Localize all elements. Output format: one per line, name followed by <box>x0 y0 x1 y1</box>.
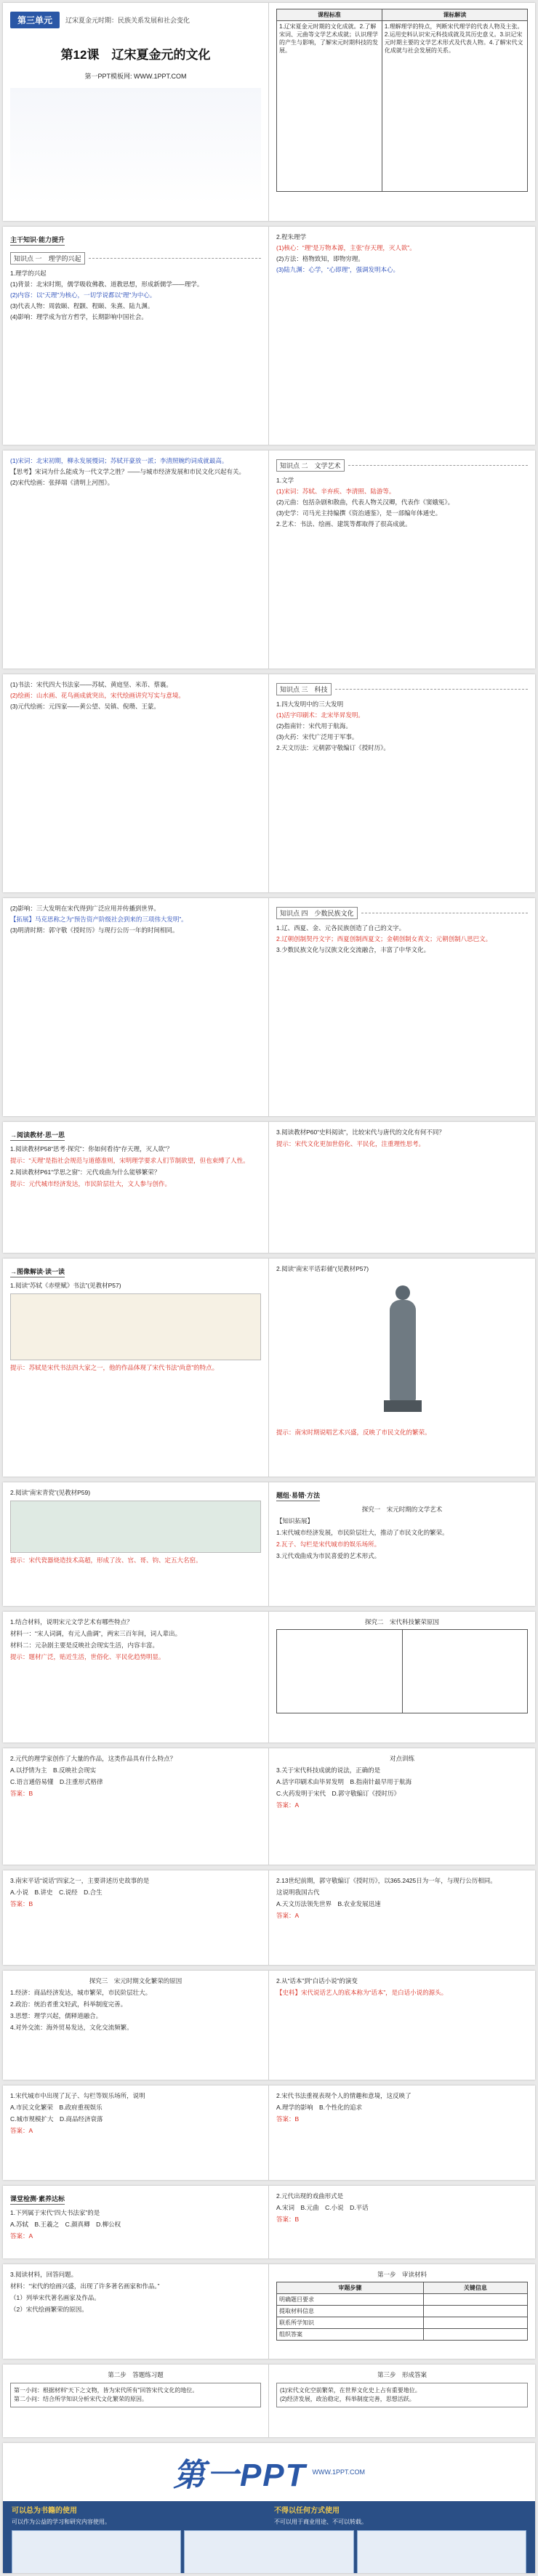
answer: 答案：A <box>10 2232 33 2240</box>
knowledge-point-bar <box>276 683 528 695</box>
text-line: (2)元曲：包括杂剧和散曲，代表人物关汉卿，代表作《窦娥冤》。 <box>276 498 454 506</box>
option: A.活字印刷术由毕昇发明 B.指南针最早用于航海 <box>276 1778 412 1785</box>
section-label: 课堂检测·素养达标 <box>10 2194 65 2205</box>
text-line: (4)影响：理学成为官方哲学，长期影响中国社会。 <box>10 313 148 320</box>
page-14-left <box>3 2186 269 2258</box>
page-4 <box>3 674 535 892</box>
page-11-right <box>269 1870 535 1965</box>
knowledge-point-bar <box>276 459 528 472</box>
page-8-left <box>3 1482 269 1606</box>
text-line: 2.艺术：书法、绘画、建筑等都取得了很高成就。 <box>276 520 411 528</box>
knowledge-point-bar <box>276 907 528 919</box>
text-line: (3)陆九渊：心学，“心即理”，强调发明本心。 <box>276 266 400 273</box>
page-6 <box>3 1122 535 1253</box>
page-1-left <box>3 3 269 221</box>
question: 3.阅读教材P60“史料阅读”，比较宋代与唐代的文化有何不同？ <box>276 1128 445 1136</box>
text-line: 2.瓦子、勾栏是宋代城市的娱乐场所。 <box>276 1541 381 1548</box>
text-line: 1.经济：商品经济发达，城市繁荣，市民阶层壮大。 <box>10 1989 152 1996</box>
question: 2.阅读“南宋青瓷”(见教材P59) <box>10 1489 91 1496</box>
text-line: (2)方法：格物致知，即物穷理。 <box>276 255 364 262</box>
page-8 <box>3 1482 535 1606</box>
figurine-head <box>396 1285 410 1300</box>
text-line: 1.文学 <box>276 477 294 484</box>
text-line: 材料：“宋代的绘画兴盛，出现了许多著名画家和作品。” <box>10 2282 160 2290</box>
page-5-right <box>269 898 535 1116</box>
page-1 <box>3 3 535 221</box>
page-15-left <box>3 2264 269 2359</box>
answer: 答案：B <box>276 2115 300 2123</box>
text-line: 材料二：元杂剧主要是反映社会现实生活，内容丰富。 <box>10 1642 159 1649</box>
page-5 <box>3 898 535 1116</box>
calligraphy-image <box>10 1293 261 1360</box>
text-line: （2）宋代绘画繁荣的原因。 <box>10 2306 88 2313</box>
text-line: 2.从“话本”到“白话小说”的演变 <box>276 1977 358 1985</box>
text-line: (2)宋代绘画：张择端《清明上河图》。 <box>10 479 114 486</box>
thumbnail-strip <box>12 2530 526 2573</box>
brand-logo[interactable]: 第一PPT <box>172 2458 307 2493</box>
section-label: 主干知识·能力提升 <box>10 235 65 246</box>
text-line: 3.元代戏曲成为市民喜爱的艺术形式。 <box>276 1552 381 1559</box>
table-header-standard: 课程标准 <box>277 9 382 21</box>
table-cell: 提取材料信息 <box>277 2306 424 2317</box>
page-13 <box>3 2086 535 2180</box>
page-7 <box>3 1259 535 1477</box>
option: A.小说 B.讲史 C.说经 D.合生 <box>10 1889 103 1896</box>
table-cell <box>402 1630 528 1713</box>
text-line: (2)绘画：山水画、花鸟画成就突出，宋代绘画讲究写实与意境。 <box>10 692 185 699</box>
table-header-interpret: 课标解读 <box>382 9 527 21</box>
option: A.宋词 B.元曲 C.小说 D.平话 <box>276 2204 369 2211</box>
question: 1.阅读“苏轼《赤壁赋》书法”(见教材P57) <box>10 1282 121 1289</box>
lesson-title: 第12课 辽宋夏金元的文化 <box>60 48 211 62</box>
text-line: 1.四大发明中的三大发明 <box>276 700 344 708</box>
usage-col-allowed <box>12 2507 264 2526</box>
text-line: 材料一：“宋人词调，有元人曲调”，两宋三百年间，词人辈出。 <box>10 1630 182 1637</box>
text-line: (1)宋代文化空前繁荣，在世界文化史上占有重要地位。 <box>280 2387 421 2394</box>
page-17-back-cover <box>3 2443 535 2573</box>
text-line: 【史料】宋代说话艺人的底本称为“话本”，是白话小说的源头。 <box>276 1989 448 1996</box>
page-12 <box>3 1971 535 2080</box>
option: A.理学的影响 B.个性化的追求 <box>276 2104 363 2111</box>
text-line: 1.辽、西夏、金、元各民族创造了自己的文字。 <box>276 924 406 932</box>
answer: 答案：B <box>10 1790 33 1797</box>
question: 2.元代出现的戏曲形式是 <box>276 2192 344 2200</box>
text-line: 探究二 宋代科技繁荣原因 <box>364 1618 439 1626</box>
page-2-left <box>3 227 269 445</box>
page-6-right <box>269 1122 535 1253</box>
table-cell <box>423 2317 527 2329</box>
page-6-left <box>3 1122 269 1253</box>
answer: 提示：宋代瓷器烧造技术高超，形成了汝、官、哥、钧、定五大名窑。 <box>10 1556 202 1564</box>
answer: 提示：元代城市经济发达，市民阶层壮大，文人参与创作。 <box>10 1180 172 1187</box>
text-line: 2.辽朝创制契丹文字；西夏创制西夏文；金朝创制女真文；元朝创制八思巴文。 <box>276 935 492 942</box>
text-line: (1)活字印刷术：北宋毕昇发明。 <box>276 711 364 719</box>
standard-cell: 1.辽宋夏金元时期的文化成就。2.了解宋词、元曲等文学艺术成就；认识理学的产生与影响，了解宋元时期科技的发展。 <box>277 21 382 192</box>
unit-badge: 第三单元 <box>10 12 60 28</box>
page-12-right <box>269 1971 535 2080</box>
knowledge-point-tag: 知识点 一 理学的兴起 <box>10 252 85 265</box>
thumbnail[interactable] <box>184 2530 353 2573</box>
question: 这说明我国古代 <box>276 1889 320 1896</box>
question: 3.南宋平话“说话”四家之一，主要讲述历史故事的是 <box>10 1877 150 1884</box>
page-10 <box>3 1748 535 1865</box>
thumbnail[interactable] <box>357 2530 526 2573</box>
text-line: (1)宋词：北宋初期，柳永发展慢词；苏轼开豪放一派；李清照婉约词成就最高。 <box>10 457 228 464</box>
text-line: 提示：题材广泛，贴近生活，世俗化、平民化趋势明显。 <box>10 1653 165 1660</box>
table-cell: 联系所学知识 <box>277 2317 424 2329</box>
table-cell <box>423 2294 527 2306</box>
cover-decoration <box>10 88 261 204</box>
figurine-image <box>369 1278 435 1424</box>
page-7-right <box>269 1259 535 1477</box>
text-line: 1.结合材料，说明宋元文学艺术有哪些特点？ <box>10 1618 133 1626</box>
usage-text: 可以作为公益的学习和研究内容使用。 <box>12 2519 111 2525</box>
page-13-right <box>269 2086 535 2180</box>
page-12-left <box>3 1971 269 2080</box>
answer: 答案：B <box>10 1900 33 1907</box>
page-14 <box>3 2186 535 2258</box>
page-16-right <box>269 2365 535 2437</box>
page-7-left <box>3 1259 269 1477</box>
table-header: 审题步骤 <box>277 2282 424 2294</box>
page-9 <box>3 1612 535 1743</box>
answer: 答案：B <box>276 2216 300 2223</box>
text-line: (3)史学：司马光主持编撰《资治通鉴》，是一部编年体通史。 <box>276 509 442 517</box>
answer: 答案：A <box>276 1912 300 1919</box>
question: 1.下列属于宋代“四大书法家”的是 <box>10 2209 100 2216</box>
text-line: (2)影响：三大发明在宋代得到广泛应用并传播到世界。 <box>10 905 160 912</box>
text-line: 探究三 宋元时期文化繁荣的原因 <box>89 1977 182 1985</box>
option: C.城市规模扩大 D.商品经济衰落 <box>10 2115 103 2123</box>
text-line: 2.程朱理学 <box>276 233 307 241</box>
back-cover-header <box>3 2443 535 2501</box>
text-line: （1）列举宋代著名画家及作品。 <box>10 2294 100 2301</box>
answer-box <box>276 2383 528 2407</box>
table-cell <box>423 2329 527 2341</box>
page-16 <box>3 2365 535 2437</box>
text-line: 第一步 审读材料 <box>377 2271 427 2278</box>
text-line: 对点训练 <box>389 1755 414 1762</box>
kp-rule <box>89 258 261 259</box>
page-9-left <box>3 1612 269 1743</box>
table-header: 关键信息 <box>423 2282 527 2294</box>
knowledge-point-tag: 知识点 三 科技 <box>276 683 332 695</box>
figurine-body <box>390 1300 416 1402</box>
site-url[interactable]: 第一PPT模板网: WWW.1PPT.COM <box>84 73 187 80</box>
text-line: 第二步 答题练习题 <box>108 2371 164 2378</box>
back-cover-footer <box>3 2501 535 2573</box>
knowledge-point-tag: 知识点 二 文学艺术 <box>276 459 345 472</box>
page-1-right <box>269 3 535 221</box>
option: C.火药发明于宋代 D.郭守敬编订《授时历》 <box>276 1790 401 1797</box>
text-line: 【思考】宋词为什么能成为一代文学之胜？——与城市经济发展和市民文化兴起有关。 <box>10 468 246 475</box>
question: 2.13世纪前期，郭守敬编订《授时历》，以365.2425日为一年，与现行公历相同。 <box>276 1877 497 1884</box>
text-line: 4.对外交流：海外贸易发达，文化交流频繁。 <box>10 2024 133 2031</box>
page-2-right <box>269 227 535 445</box>
kp-rule <box>348 465 528 466</box>
text-line: (2)指南针：宋代用于航海。 <box>276 722 352 730</box>
page-13-left <box>3 2086 269 2180</box>
question: 2.阅读“南宋平话彩俑”(见教材P57) <box>276 1265 369 1272</box>
option: A.苏轼 B.王羲之 C.颜真卿 D.柳公权 <box>10 2221 121 2228</box>
option: A.以抒情为主 B.反映社会现实 <box>10 1767 97 1774</box>
page-3-left <box>3 451 269 669</box>
page-8-right <box>269 1482 535 1606</box>
usage-col-forbidden <box>274 2507 526 2526</box>
text-line: (3)代表人物：周敦颐、程颢、程颐、朱熹、陆九渊。 <box>10 302 154 310</box>
answer: 提示：苏轼是宋代书法四大家之一，他的作品体现了宋代书法“尚意”的特点。 <box>10 1364 219 1371</box>
answer: 答案：A <box>10 2127 33 2134</box>
knowledge-point-bar <box>10 252 261 265</box>
text-line: 2.政治：统治者重文轻武，科举制度完善。 <box>10 2000 127 2008</box>
question: 3.关于宋代科技成就的说法，正确的是 <box>276 1767 381 1774</box>
knowledge-point-tag: 知识点 四 少数民族文化 <box>276 907 358 919</box>
question: 2.元代的理学家创作了大量的作品，这类作品具有什么特点？ <box>10 1755 177 1762</box>
option: A.市民文化繁荣 B.政府重视娱乐 <box>10 2104 103 2111</box>
text-line: (1)核心：“理”是万物本源，主张“存天理，灭人欲”。 <box>276 244 416 251</box>
page-4-left <box>3 674 269 892</box>
question: 2.阅读教材P61“学思之窗”：元代戏曲为什么能够繁荣？ <box>10 1168 161 1176</box>
kp-rule <box>335 689 528 690</box>
text-line: 【知识拓展】 <box>276 1517 314 1525</box>
comparison-table <box>276 1629 528 1713</box>
table-cell: 明确题目要求 <box>277 2294 424 2306</box>
text-line: (2)经济发展，政治稳定，科举制度完善，思想活跃。 <box>280 2396 415 2402</box>
text-line: 【拓展】马克思称之为“预告资产阶级社会到来的三项伟大发明”。 <box>10 916 188 923</box>
text-line: (1)宋词：苏轼、辛弃疾、李清照、陆游等。 <box>276 488 396 495</box>
question: 2.宋代书法重视表现个人的情趣和意境，这反映了 <box>276 2092 411 2099</box>
porcelain-image <box>10 1501 261 1553</box>
text-line: (3)明清时期：郭守敬《授时历》与现行公历一年的时间相同。 <box>10 926 179 934</box>
answer: 提示：宋代文化更加世俗化、平民化，注重理性思考。 <box>276 1140 425 1147</box>
option: C.语言通俗易懂 D.注重形式格律 <box>10 1778 103 1785</box>
text-line: 1.宋代城市经济发展，市民阶层壮大，推动了市民文化的繁荣。 <box>276 1529 449 1536</box>
question: 1.阅读教材P58“思考·探究”：你如何看待“存天理，灭人欲”？ <box>10 1145 173 1152</box>
section-label: →图像解读·读一读 <box>10 1267 65 1277</box>
usage-heading: 不得以任何方式使用 <box>274 2507 340 2515</box>
page-3 <box>3 451 535 669</box>
page-14-right <box>269 2186 535 2258</box>
page-5-left <box>3 898 269 1116</box>
text-line: (2)内容：以“天理”为核心，一切学说都以“理”为中心。 <box>10 291 156 299</box>
page-15-right <box>269 2264 535 2359</box>
answer: 提示：“天理”是指社会规范与道德准则，宋明理学要求人们节制欲望，但也束缚了人性。 <box>10 1157 249 1164</box>
page-11-left <box>3 1870 269 1965</box>
text-line: 第二小问：结合所学知识分析宋代文化繁荣的原因。 <box>14 2396 148 2402</box>
page-3-right <box>269 451 535 669</box>
text-line: 2.天文历法：元朝郭守敬编订《授时历》。 <box>276 744 390 751</box>
interpret-cell: 1.理解理学的特点，判断宋代理学的代表人物及主张。2.运用史料认识宋元科技成就及其历史意义。3.识记宋元时期主要的文学艺术形式及代表人物。4.了解宋代文化成就与社会发展的关系。 <box>382 21 527 192</box>
text-line: 3.少数民族文化与汉族文化交流融合，丰富了中华文化。 <box>276 946 430 953</box>
question: 1.宋代城市中出现了瓦子、勾栏等娱乐场所，说明 <box>10 2092 145 2099</box>
section-label: →阅读教材·思一思 <box>10 1130 65 1141</box>
steps-table <box>276 2282 528 2341</box>
table-cell <box>423 2306 527 2317</box>
page-10-right <box>269 1748 535 1865</box>
table-cell: 组织答案 <box>277 2329 424 2341</box>
text-line: (1)背景：北宋时期，儒学吸收佛教、道教思想，形成新儒学——理学。 <box>10 280 204 288</box>
thumbnail[interactable] <box>12 2530 181 2573</box>
practice-box <box>10 2383 261 2407</box>
text-line: 第三步 形成答案 <box>377 2371 427 2378</box>
page-4-right <box>269 674 535 892</box>
usage-text: 不可以用于商业用途、不可以转载。 <box>274 2519 367 2525</box>
text-line: (3)元代绘画：元四家——黄公望、吴镇、倪瓒、王蒙。 <box>10 703 160 710</box>
section-label: 题组·易错·方法 <box>276 1490 320 1501</box>
text-line: (1)书法：宋代四大书法家——苏轼、黄庭坚、米芾、蔡襄。 <box>10 681 172 688</box>
answer: 提示：南宋时期说唱艺术兴盛，反映了市民文化的繁荣。 <box>276 1429 431 1436</box>
answer: 答案：A <box>276 1801 300 1809</box>
text-line: (3)火药：宋代广泛用于军事。 <box>276 733 358 740</box>
figurine-base <box>384 1400 422 1412</box>
text-line: 3.思想：理学兴起，儒释道融合。 <box>10 2012 103 2019</box>
text-line: 探究一 宋元时期的文学艺术 <box>361 1506 443 1513</box>
question: 3.阅读材料，回答问题。 <box>10 2271 78 2278</box>
usage-heading: 可以总为书籍的使用 <box>12 2507 77 2515</box>
text-line: 第一小问：根据材料“天下之文物，皆为宋代所有”回答宋代文化的地位。 <box>14 2387 198 2394</box>
brand-url[interactable]: WWW.1PPT.COM <box>312 2468 366 2476</box>
page-11 <box>3 1870 535 1965</box>
page-16-left <box>3 2365 269 2437</box>
page-10-left <box>3 1748 269 1865</box>
page-15 <box>3 2264 535 2359</box>
text-line: 1.理学的兴起 <box>10 270 47 277</box>
standard-table <box>276 9 528 192</box>
page-9-right <box>269 1612 535 1743</box>
option: A.天文历法领先世界 B.农业发展迅速 <box>276 1900 381 1907</box>
page-2 <box>3 227 535 445</box>
unit-subtitle: 辽宋夏金元时期：民族关系发展和社会变化 <box>65 17 190 24</box>
table-cell <box>277 1630 403 1713</box>
